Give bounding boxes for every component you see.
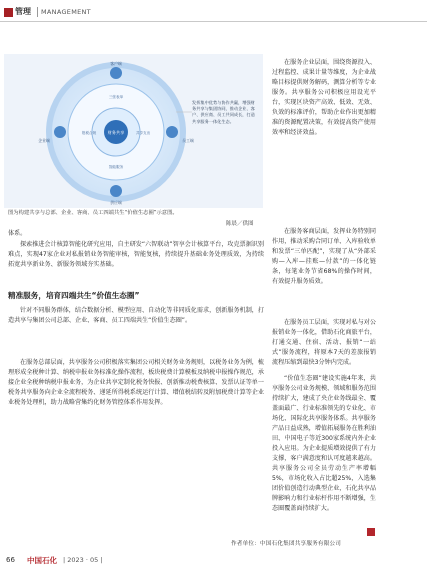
paragraph-right-1: 在服务企业层面，围绕资源投入、过程监控、成果计量等维度，为企业战略目标提供财务解码，测算分析等专业服务。共享服务公司积极应用设光平台，实现区块资产高效、低效、无效、负效的标准评价，帮助企业作出更加精准的资源配置决策，有效提高资产使用效率和经济效益。 [272,59,376,136]
figure-caption: 图为构建共享与总部、企业、客商、员工四端共生“价值生态圈”示意图。 [8,210,178,216]
section-subtitle: MANAGEMENT [41,8,91,16]
inner-label-right: 共享支出 [135,131,151,135]
paragraph-left-0: 体系。 [8,230,27,237]
paragraph-left-3: 在服务总部层面，共享服务公司积极落实集团公司相关财务业务规则，以税务业务为例，梳理形成全税种计算、纳税申报业务标准化操作流程，板块税费计算模板及纳税申报操作规范，承接企业全税种纳税申报业务，为企业共享定制化税务快报、创新推动税费核算、发票认证等单一税务共享服务向企业全流程税务、递延所得税系统运行计算、增值税结转及附加税费计算等企业业税务处理机，助力战略营集约化财务管控体系作用发挥。 [8,359,264,406]
paragraph-right-3: 在服务员工层面，实现对私与对公报销业务一体化，借助石化商旅平台，打通交通、住宿、活动、报销“一站式”服务流程，将原本7天的差旅报销流程压缩到最快3分钟内完成。 [272,319,376,366]
paragraph-left-2: 针对不同服务群体，结合数据分析、模型应用、自动化等非同质化需求，创新服务机制，打造共享与集团公司总部、企业、客商、员工四端共生“价值生态圈”。 [8,307,264,324]
inner-label-left: 报税合规 [81,131,97,135]
magazine-name: 中国石化 [27,556,57,565]
node-left [54,126,66,138]
section-marker [4,8,13,17]
figure [4,54,263,208]
ring-label-right: 员工端 [182,138,194,143]
node-bottom [110,185,122,197]
center-label: 财务共享 [107,130,125,135]
author-affiliation: 作者单位：中国石化集团共享服务有限公司 [231,541,342,547]
end-mark [367,528,375,536]
paragraph-right-4: “价值生态圈”建设实施4年来，共享服务公司业务规模、领域和服务范围持续扩大，建成了央企业务线最全、覆盖面最广、行业标准领先的专业化、市场化、国际化共享服务体系。共享服务产品日益成熟，增值拓展服务在胜利油田、中国电子等近300家系统内外企业投入应用。为企业提质增效提供了有力支撑，客户满意度和认可度越来越高。共享服务公司全员劳动生产率增幅5%，市场化收入占比超25%，入选集团价值创造行动典型企业，石化共享品牌影响力和行业标杆作用不断增强，生态圈覆盖面持续扩大。 [272,375,376,512]
ring-label-top: 客户端 [110,61,122,66]
inner-label-bottom: 智能服务 [108,165,124,169]
inner-label-top: 三张表单 [108,95,124,99]
header-rule [0,21,427,22]
ring-label-left: 企业端 [38,138,50,143]
paragraph-right-2: 在服务客商层面，发挥业务特别同作用，推动采购合同订单、入库验收单和发票“三单匹配”，实现了从“外部采购—入库—挂账—付款”的一体化链条，每笔业务节省68%的操作时间，有效提升服务质效。 [272,228,376,285]
paragraph-left-1: 探索推进会计核算智能化研究应用，自主研发“六智联动”智享会计核算平台，攻克票据识别难点，实现47家企业对私报销业务智能审核，智能复核，持续提升基础业务处理质效，为持续拓宽共享新业务、新服务领域夯实基础。 [8,241,264,268]
header-divider [37,7,38,17]
figure-overlay-text: 发挥集中优势与协作共赢，增强财务共享与集团协同，推动企业、客户、供应商、员工共同成长，打造共享服务一体化生态。 [192,100,255,124]
photo-credit: 陈晨／供图 [226,221,254,227]
ring-label-bottom: 供应端 [110,200,122,205]
node-top [110,67,122,79]
page-number: 66 [6,556,15,564]
section-title: 管理 [15,7,31,16]
issue-number: | 2023 · 05 | [63,556,103,564]
section-heading: 精准服务，培育四端共生“价值生态圈” [8,291,140,300]
node-right [166,126,178,138]
ecosystem-diagram [4,54,263,208]
